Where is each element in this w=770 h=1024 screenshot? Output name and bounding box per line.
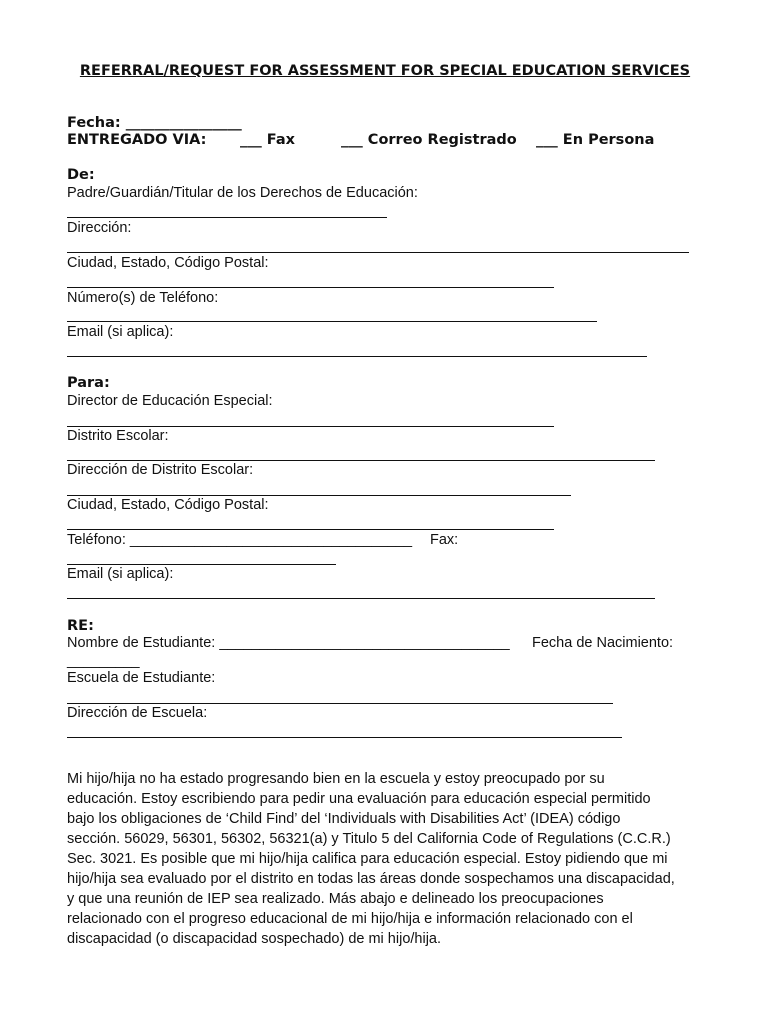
entregado-label: ENTREGADO VIA: [67,132,207,148]
request-paragraph [67,769,707,949]
persona-option[interactable]: ___ En Persona [536,132,655,148]
para-fax-field[interactable] [67,564,336,565]
paragraph-line: Sec. 3021. Es posible que mi hijo/hija califica para educación especial. Estoy pidiendo que mi [67,851,668,867]
telefono-field[interactable] [67,321,597,322]
para-email-label: Email (si aplica): [67,566,174,582]
correo-option[interactable]: ___ Correo Registrado [341,132,517,148]
direccion-label: Dirección: [67,220,132,236]
direccion-distrito-field[interactable] [67,495,571,496]
direccion-distrito-label: Dirección de Distrito Escolar: [67,462,254,478]
padre-label: Padre/Guardián/Titular de los Derechos de Educación: [67,185,418,201]
direccion-escuela-label: Dirección de Escuela: [67,705,208,721]
escuela-label: Escuela de Estudiante: [67,670,216,686]
paragraph-line: sección. 56029, 56301, 56302, 56321(a) y Titulo 5 del California Code of Regulations (C.C.R.) [67,831,671,847]
director-label: Director de Educación Especial: [67,393,273,409]
telefono-label: Número(s) de Teléfono: [67,290,219,306]
para-email-field[interactable] [67,598,655,599]
escuela-field[interactable] [67,703,613,704]
padre-field[interactable] [67,217,387,218]
nacimiento-label: Fecha de Nacimiento: [532,635,674,651]
paragraph-line: discapacidad (o discapacidad sospechado) de mi hijo/hija. [67,931,442,947]
nacimiento-field[interactable]: _________ [67,653,140,669]
ciudad-field[interactable] [67,287,554,288]
para-ciudad-label: Ciudad, Estado, Código Postal: [67,497,269,513]
form-title: REFERRAL/REQUEST FOR ASSESSMENT FOR SPECIAL EDUCATION SERVICES [79,63,691,79]
distrito-label: Distrito Escolar: [67,428,169,444]
distrito-field[interactable] [67,460,655,461]
email-field[interactable] [67,356,647,357]
paragraph-line: bajo los obligaciones de ‘Child Find’ del ‘Individuals with Disabilities Act’ (IDEA) código [67,811,621,827]
paragraph-line: y que una reunión de IEP sea realizado. Más abajo e delineado los preocupaciones [67,891,604,907]
para-telefono-field[interactable]: Teléfono: ___________________________________ [67,532,413,548]
director-field[interactable] [67,426,554,427]
fecha-field[interactable]: Fecha: ________________ [67,115,242,131]
direccion-field[interactable] [67,252,689,253]
ciudad-label: Ciudad, Estado, Código Postal: [67,255,269,271]
email-label: Email (si aplica): [67,324,174,340]
paragraph-line: Mi hijo/hija no ha estado progresando bien en la escuela y estoy preocupado por su [67,771,605,787]
fax-option[interactable]: ___ Fax [240,132,295,148]
paragraph-line: educación. Estoy escribiendo para pedir una evaluación para educación especial permitido [67,791,651,807]
para-heading: Para: [67,375,110,391]
de-heading: De: [67,167,95,183]
re-heading: RE: [67,618,94,634]
paragraph-line: hijo/hija sea evaluado por el distrito en todas las áreas donde sospechamos una discapacidad, [67,871,675,887]
direccion-escuela-field[interactable] [67,737,622,738]
nombre-field[interactable]: Nombre de Estudiante: ____________________________________ [67,635,510,651]
paragraph-line: relacionado con el progreso educacional de mi hijo/hija e información relacionado con el [67,911,633,927]
para-ciudad-field[interactable] [67,529,554,530]
para-fax-label: Fax: [430,532,459,548]
